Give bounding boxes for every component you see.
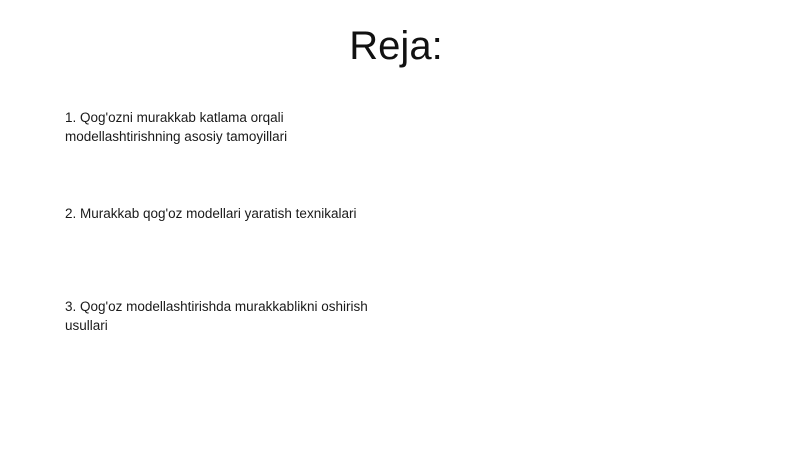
plan-item-2: 2. Murakkab qog'oz modellari yaratish texnikalari: [65, 206, 357, 221]
plan-item-1: 1. Qog'ozni murakkab katlama orqali modellashtirishning asosiy tamoyillari: [65, 110, 288, 144]
slide-title: Reja:: [349, 24, 443, 68]
plan-item-3: 3. Qog'oz modellashtirishda murakkablikni oshirish usullari: [65, 299, 368, 333]
